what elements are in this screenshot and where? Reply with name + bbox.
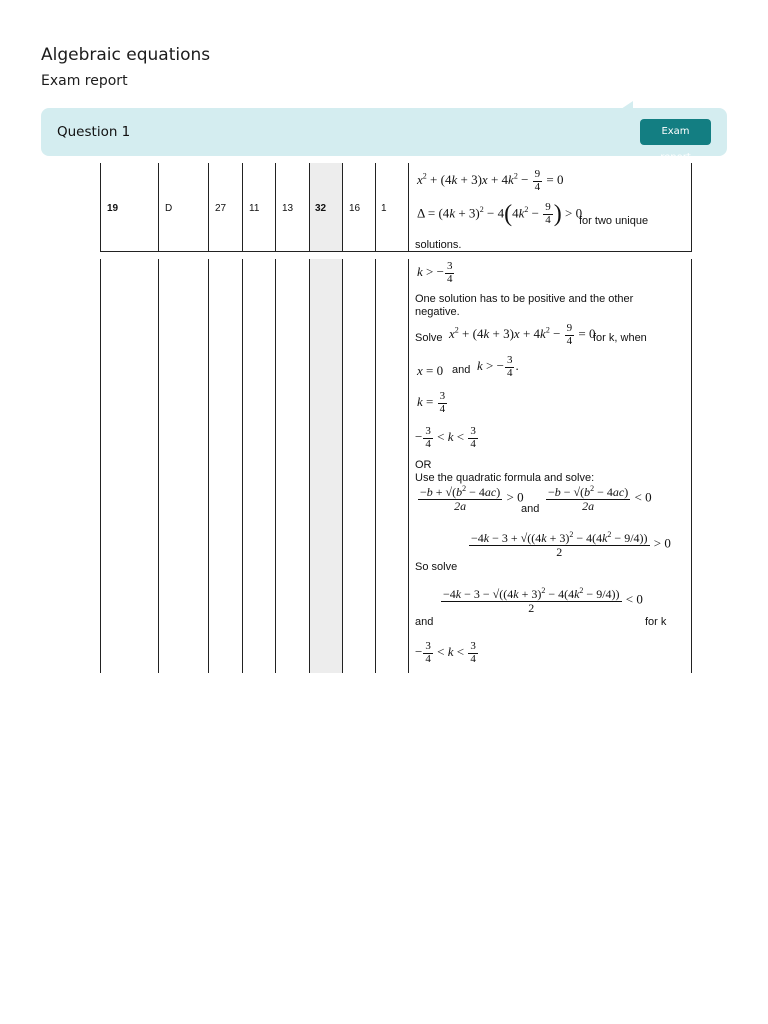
page-title: Algebraic equations [41, 45, 211, 65]
table-border [342, 259, 343, 673]
table-border [100, 163, 101, 251]
text-for-two-unique: for two unique [579, 215, 649, 227]
inequality-k-2: k > − $\frac{3}{4}$ . [477, 354, 519, 379]
inequality-range: − $\frac{3}{4}$ < k < $\frac{3}{4}$ [415, 425, 476, 450]
text-solutions: solutions. [415, 239, 462, 251]
table-cell: 1 [381, 203, 387, 214]
exam-report-button[interactable]: Exam report [640, 119, 711, 145]
table-cell: 11 [249, 203, 260, 214]
text-one-solution: One solution has to be positive and the other [415, 293, 634, 305]
formula-root-positive: $\frac{-b + √(b^2 - 4ac)}{2a}$ > 0 [420, 484, 524, 513]
table-border [408, 163, 409, 251]
inequality-range-final: − $\frac{3}{4}$ < k < $\frac{3}{4}$ [415, 640, 476, 665]
table-border [100, 251, 692, 252]
table-cell: 27 [215, 203, 227, 214]
text-and-3: and [415, 616, 434, 628]
page-subtitle: Exam report [41, 73, 128, 89]
question-label: Question 1 [57, 124, 131, 140]
table-border [208, 163, 209, 251]
equation-k-value: k = $\frac{3}{4}$ [417, 390, 446, 415]
equation-solve: $x^2 + (4k + 3)x + 4k^2$ − $\frac{9}{4}$ = 0 [449, 322, 596, 347]
equation-quadratic: $x^2 + (4k + 3)x + 4k^2$ − $\frac{9}{4}$ = 0 [417, 168, 564, 193]
table-border [158, 163, 159, 251]
formula-solve-positive: $\frac{-4k - 3 + √((4k + 3)^2 - 4(4k^2 - 9/4))}{2}$ > 0 [471, 530, 671, 559]
text-and: and [452, 364, 471, 376]
text-solve: Solve [415, 332, 443, 344]
text-for-k-when: for k, when [593, 332, 647, 344]
table-cell-correct: 32 [315, 203, 327, 214]
table-border [275, 259, 276, 673]
header-notch [621, 101, 633, 109]
table-cell: 16 [349, 203, 361, 214]
table-border [100, 259, 101, 673]
table-border [375, 259, 376, 673]
formula-solve-negative: $\frac{-4k - 3 - √((4k + 3)^2 - 4(4k^2 - 9/4))}{2}$ < 0 [443, 586, 643, 615]
table-border [342, 163, 343, 251]
text-so-solve: So solve [415, 561, 458, 573]
text-and-2: and [521, 503, 540, 515]
formula-root-negative: $\frac{-b - √(b^2 - 4ac)}{2a}$ < 0 [548, 484, 652, 513]
table-border [242, 163, 243, 251]
text-or: OR [415, 459, 432, 471]
question-header [41, 108, 727, 163]
table-cell-question: 19 [107, 203, 119, 214]
table-border [408, 259, 409, 673]
text-use-quadratic: Use the quadratic formula and solve: [415, 472, 595, 484]
equation-discriminant: $\Delta = (4k + 3)^2 - 4(4k^2$ − $\frac{9}{4}$ ) > 0 [417, 201, 583, 227]
highlighted-column-lower [309, 259, 342, 673]
equation-x-zero: x = 0 [417, 363, 444, 378]
table-cell: 13 [282, 203, 294, 214]
text-negative: negative. [415, 306, 460, 318]
table-border [275, 163, 276, 251]
table-border [691, 259, 692, 673]
table-border [158, 259, 159, 673]
table-border [309, 259, 310, 673]
table-border [208, 259, 209, 673]
table-border [309, 163, 310, 251]
table-border [375, 163, 376, 251]
text-for-k: for k [645, 616, 667, 628]
table-cell-answer: D [165, 203, 173, 214]
table-border [691, 163, 692, 251]
table-border [242, 259, 243, 673]
scanned-report-table [41, 163, 727, 673]
inequality-k: k > − $\frac{3}{4}$ [417, 260, 453, 285]
